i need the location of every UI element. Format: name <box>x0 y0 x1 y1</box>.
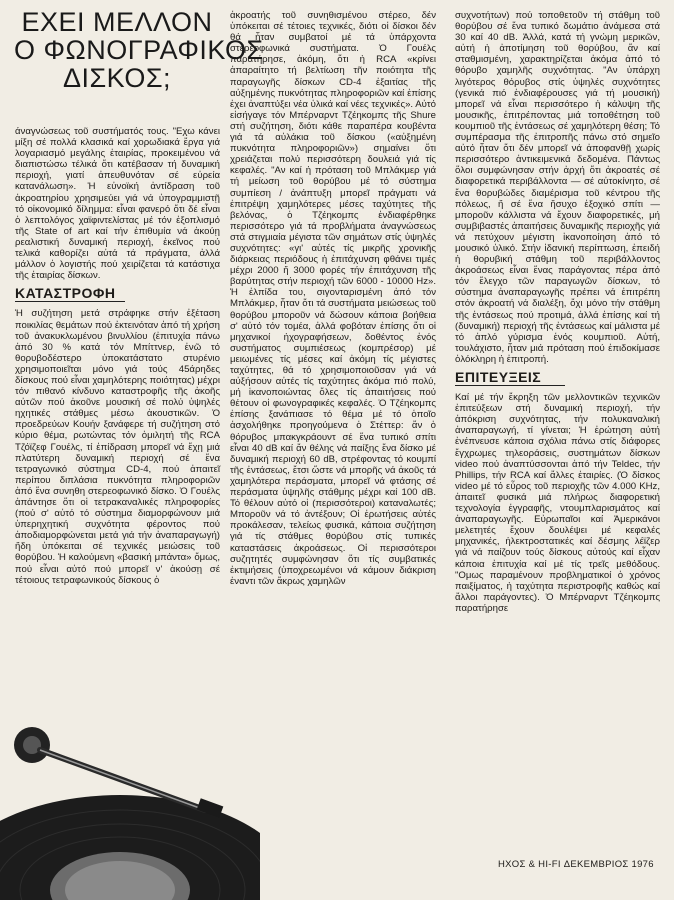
body-paragraph: Ἡ συζήτηση μετά στράφηκε στήν ἐξέταση ποικιλίας θεμάτων πού ἐκτεινόταν ἀπό τή χρήση τοῦ ἀνακυκλωμένου βινυλλίου (ἐπιτυχία πάνω ἀπό 30 % κατά τόν Μπίττνερ, ἐνῶ τό θορυβοδέστερο ὑποκατάστατο στυρένιο χρησιμοποιεῖται μόνο γιά τούς 45άρηδες δίσκους πού εἶναι χαμηλότερης ποιότητας) μέχρι τόν πιθανό κίνδυνο καταστροφῆς τῆς ἀκοῆς αὐτῶν πού ἀκοῦνε μουσική σέ πολύ ὑψηλές ηχητικές στάθμες μέσω ἀκουστικῶν. Ὁ προεδρεύων Κουήν ξανάφερε τή συζήτηση στό κύριο θέμα, ρωτώντας τόν ὁμιλητή τῆς RCA Τζόϊζεφ Γουέλς, τί ἐπίδραση μπορεῖ νά ἔχῃ μιά πλατύτερη δυναμική περιοχή σέ ἕνα τετραγωνικό σύστημα CD-4, πού ἀπαιτεῖ περίπου διπλάσια πυκνότητα πληροφοριῶν ἀπό ἕνα συνηθη στερεοφωνικό δίσκο. Ὁ Γουέλς ἀπάντησε ὅτι οἱ τετρακαναλικές πληροφορίες (πού σ' αὐτό τό σύστημα διαμορφώνουν μιά ὑπερηχητική συχνότητα φέροντος πού ἀποδιαμορφώνεται μετά γιά τήν ἀναπαραγωγή) ἤδη ὑπόκειται σέ τεχνικές μειώσεις τοῦ θορύβου. Ἡ καλούμενη «βασική μπάντα» ὅμως, πού εἶναι αὐτό πού μπορεῖ ν' ἀκούσῃ σέ τέτοιους τετραφωνικούς δίσκους ὁ <box>15 308 220 586</box>
column-1 <box>15 126 220 586</box>
section-heading-katastrofi: ΚΑΤΑΣΤΡΟΦΗ <box>15 288 125 302</box>
body-paragraph: Καί μέ τήν ἔκρηξη τῶν μελλοντικῶν τεχνικῶν ἐπιτεύξεων στή δυναμική περιοχή, τήν ἀπόκριση συχνότητας, τήν πολυκαναλική ἀναπαραγωγή, τί γίνεται; Ἡ ἐρώτηση αὐτή ἐνέπνευσε κάποια σχόλια πάνω στίς διάφορες ἔγχρωμες τηλεοράσεις, συστημάτων δίσκων video πού ἀναπτύσσονται ἀπό τήν Teldec, τήν Phillips, τήν RCA καί ἄλλες ἑταιρίες. (Ὁ δίσκος video μέ τό εὖρος τοῦ περιοχῆς τῶν 4.000 KHz, ἀπαιτεῖ φυσικά μιά πλήρως διαφορετική τεχνολογία ἐγγραφῆς, ντουμπλαρισμάτος καί ἀναπαραγωγῆς. Εὐρωπαῖοι καί Ἀμερικάνοι μελετητές ἔχουν δουλέψει μέ κεφαλές μηχανικές, ἠλεκτροστατικές καί δέσμης λέϊζερ γιά νά παίζουν τούς δίσκους αὐτούς καί εἶχαν κάποια ἐπιτυχία καί μέ τίς τρεῖς μεθόδους. "Ομως παραμένουν προβληματικοί ὁ χρόνος παιξίματος, ἡ ταχύτητα περιστροφῆς καθώς καί ἄλλοι παράγοντες). Ὁ Μπέρναρντ Τζέηκομπς παρατήρησε <box>455 392 660 614</box>
column-2 <box>230 10 436 587</box>
article-title <box>14 7 264 93</box>
body-paragraph: ἀκροατής τοῦ συνηθισμένου στέρεο, δέν ὑπόκειται σέ τέτοιες τεχνικές, διότι οἱ δίσκοι δέν θά ἦταν συμβατοί μέ τά ὑπάρχοντα στερεοφωνικά συστήματα. Ὁ Γουέλς παρατήρησε, ἀκόμη, ὅτι ἡ RCA «κρίνει ἀπαραίτητο τή βελτίωση τῆν ποιότητα τῆς παραγωγῆς δίσκων CD-4 ἐξαιτίας τῆς αὐξημένης πυκνότητας πληροφοριῶν καί ἐπίσης ἐχει ἀναπτύξει νέα ὑλικά καί νέες τεχνικές». Αὐτό εἰσήγαγε τόν Μπέρναρντ Τζέηκομπς τῆς Shure στή συζήτηση, διότι κάθε παραπέρα κουβέντα γιά τά αὐλάκια τοῦ δίσκου («αὐξημένη πυκνότητα πληροφοριῶν») σημαίνει ὅτι χρειάζεται πολύ περισσότερη δουλειά γιά τίς κεφαλές. "Αν καί ἡ πρόταση τοῦ Μπλάκμερ γιά τή μείωση τοῦ θορύβου μέ τό σύστημα συμπίεση / ἀνάπτυξη μπορεῖ πράγματι νά ἐπιτρέψη χαμηλότερες μέσες ταχύτητες τῆς βελόνας, ὁ Τζέηκομπς ἐνδιαφέρθηκε περισσότερο γιά τά προβλήματα ἀναγνώσεως στά στιγμιαία μέγιστα τῶν σημάτων στίς ὑψηλές συχνότητες: «γι' αὐτές τίς μικρῆς χρονικῆς διάρκειας περιόδους ἡ ἐπιτάχυνση φθάνει τιμές μέχρι 2000 ἤ 3000 φορές τήν ἐπιτάχυνση τῆς βαρύτητας στήν περιοχή τῶν 6000 - 10000 Hz». Ἡ ἐλπίδα του, σιγονταρισμένη ἀπό τόν Μπλάκμερ, ἦταν ὅτι τά συστήματα μειώσεως τοῦ θορύβου μποροῦν νά δώσουν κάποια βοήθεια σ' αὐτό τόν τομέα, ἀλλά φοβόταν ἐπίσης ὅτι οἱ μηχανικοί ἠχογραφήσεων, δοθέντος ἑνός συστήματος συμπιέσεως (κομπρέσορ) μέ μειωμένες τίς μέσες καί ἀκόμη τίς μέγιστες ταχύτητες, θά τό χρησιμοποιοῦσαν γιά νά αὐξήσουν αὐτές τίς ταχύτητες ἀκόμα πιό πολύ, μή ἱκανοποιώντας ὅλες τίς ἀπαιτήσεις πού θέτουν οἱ φωνογραφικές κεφαλές. Ὁ Τζέηκομπς ἐπίσης ξανάπιασε τό θέμα μέ τό ὁποῖο ἀσχολήθηκε προηγούμενα ὁ Στέττερ: ἄν ὁ θόρυβος μπακγκράουντ σέ ἕνα τυπικό σπίτι εἶναι 40 dB καί ἄν θέλης νά παίξης ἕνα δίσκο μέ δυναμική περιοχή 60 dB, στρέφοντας τό κουμπί τῆς ἐντάσεως, ἔτσι ὥστε νά μπορῆς νά ἀκοῦς τά χαμηλότερα περάσματα, μπορεῖ νά φτάσης σέ περάσματα ὑψηλῆς στάθμης μέχρι καί 100 dB. Τό θέλουν αὐτό οἱ (περισσότεροι) καταναλωτές; Μποροῦν νά τό ἀντέξουν; Οἱ ἐρωτήσεις αὐτές προκάλεσαν, τελείως φυσικά, κάποια συζήτηση γιά τίς στάθμες θορύβου στίς τυπικές καταστάσεις ἀκροάσεως. Οἱ περισσότεροι συζητητές συμφώνησαν ὅτι τίς συμβατικές ἐκτιμήσεις (ὑποχρεωμένοι νά κάμουν διάκριση ἐναντι τῶν ἄκρως χαμηλῶν <box>230 10 436 587</box>
body-paragraph: συχνοτήτων) πού τοποθετοῦν τή στάθμη τοῦ θορύβου σέ ἕνα τυπικό δωμάτιο ἀνάμεσα στά 30 καί 40 dB. Ἀλλά, κατά τή γνώμη μερικῶν, αὐτή ἡ ἀποτίμηση τοῦ θορύβου, ἄν καί σταθμισμένη, χαρακτηρίζεται ἀκόμα ἀπό τό θόρυβο χαμηλῆς συχνότητας. "Αν ὑπάρχη λιγότερος θόρυβος στίς ὑψηλές συχνότητες (γενικά πιό ἐνδιαφέρουσες γιά τή μουσική) μπορεῖ νά εἶναι περισσότερο ἡ κάλυψη τῆς μουσικῆς, ἐπιτρέποντας μιά τοποθέτηση τοῦ κουμπιοῦ τῆς ἐντάσεως σέ χαμηλότερη θέση; Τό συμπέρασμα τῆς ἐπιτροπῆς πάνω στό σημεῖο αὐτό ἦταν ὅτι δέν μπορεῖ νά ἀποφανθῇ χωρίς περισσότερο ἀντικειμενικά δεδομένα. Πάντως ὅλοι συμφώνησαν στήν ἀρχή ὅτι ἀκροατές σέ διαφορετικά περιβάλλοντα — σέ αὐτοκίνητο, σέ ἕνα θορυβώδες διαμέρισμα τοῦ κέντρου τῆς πόλεως, ἤ σέ ἕνα ἥσυχο ἐξοχικό σπίτι — μποροῦν κάλλιστα νά ἔχουν διαφορετικές, μή συμβιβαστές ἀπαιτήσεις δυναμικῆς περιοχῆς γιά νά πετύχουν μέγιστη ἱκανοποίηση ἀπό τό μουσικό ὑλικό. Στήν ἰδανική περίπτωση, ἐπειδή ἡ θορυβική στάθμη τοῦ περιβάλλοντος ἀκροάσεως εἶναι ἕνας παράγοντας πέρα ἀπό τόν ἔλεγχο τῶν παραγωγῶν δίσκων, τό σύστημα ἀναπαραγωγῆς πρέπει νά ἐπιτρέπη στόν ἀκροατή νά διαλέξη, ὄχι μόνο τήν στάθμη τῆς ἐντάσεως πού προτιμά, ἀλλά ἐπίσης καί τή (δυναμική) περιοχή τῆς ἐντάσεως καί μάλιστα μέ τό ἀπλό γύρισμα ἑνός κουμπιοῦ. Αὐτή, τουλάχιστο, ἦταν μιά πρόταση πού ἐπιδοκίμασε ὁλόκληρη ἡ ἐπιτροπή. <box>455 10 660 365</box>
title-line: ΔΙΣΚΟΣ; <box>62 63 172 93</box>
column-3 <box>455 10 660 614</box>
intro-paragraph: άναγνώσεως τοῦ συστήματός τους. "Εχω κάνει μίξη σέ πολλά κλασικά καί χορωδιακά ἔργα γιά λογαριασμό μεγάλης ἑταιρίας, προκειμένου νά διαπιστώσω τέλικά ὅτι κατέβασαν τή δυναμική περιοχή, γιατί ἀπευθυνόταν σέ εὐρεία κατανάλωση». Ἡ εὐνοϊκή ἀντίδραση τοῦ ἀκροατηρίου χρησιμεύει γιά νά ὑπογραμμιστῇ τό οἰκονομικό δίλημμα: εἶναι φανερό ὅτι δέ εἶναι ὁ λεπτολόγος χαϊφιντελίστας μέ τόν ἐξοπλισμό τῆς State of art καί τήν ἐπιθυμία νά ἀκούῃ ρεαλιστική δυναμική περιοχή, ἐκεῖνος πού τελικά καθορίζει αὐτά τά πράγματα, ἀλλά μάλλον ὁ λογιστής πού χειρίζεται τά κατάστιχα τῆς ἑταιρίας δίσκων. <box>15 126 220 282</box>
title-line: Ο ΦΩΝΟΓΡΑΦΙΚΟΣ <box>14 35 264 65</box>
record-illustration <box>0 700 260 900</box>
title-line: ΕΧΕΙ ΜΕΛΛΟΝ <box>21 7 213 37</box>
page-footer: ΗΧΟΣ & HI-FI ΔΕΚΕΜΒΡΙΟΣ 1976 <box>498 859 654 870</box>
section-heading-epiteykseis: ΕΠΙΤΕΥΞΕΙΣ <box>455 372 565 386</box>
turntable-photo <box>0 700 260 900</box>
